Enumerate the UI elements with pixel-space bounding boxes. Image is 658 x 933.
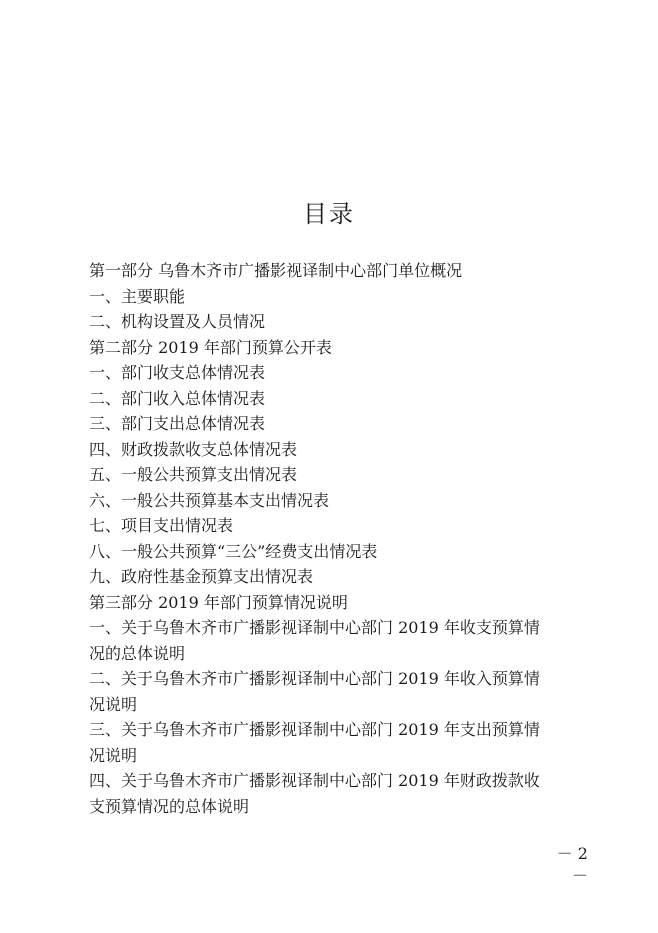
toc-item: 一、部门收支总体情况表: [89, 363, 266, 382]
toc-part-2-heading: 第二部分 2019 年部门预算公开表: [89, 337, 332, 357]
toc-item: 二、关于乌鲁木齐市广播影视译制中心部门 2019 年收入预算情: [89, 669, 540, 688]
toc-item: 四、财政拨款收支总体情况表: [89, 439, 298, 459]
toc-item: 五、一般公共预算支出情况表: [89, 465, 298, 484]
toc-item: 二、部门收入总体情况表: [89, 388, 266, 408]
table-of-contents: [89, 258, 589, 819]
toc-item-continuation: 况说明: [89, 694, 138, 714]
toc-item: 三、部门支出总体情况表: [89, 414, 266, 433]
toc-item-continuation: 支预算情况的总体说明: [89, 796, 250, 816]
toc-item-continuation: 况的总体说明: [89, 643, 186, 663]
page-number: － 2 －: [556, 844, 588, 885]
toc-item: 四、关于乌鲁木齐市广播影视译制中心部门 2019 年财政拨款收: [89, 771, 540, 790]
toc-item: 一、关于乌鲁木齐市广播影视译制中心部门 2019 年收支预算情: [89, 618, 540, 637]
toc-item: 二、机构设置及人员情况: [89, 312, 266, 331]
toc-item: 三、关于乌鲁木齐市广播影视译制中心部门 2019 年支出预算情: [89, 720, 540, 739]
toc-item-continuation: 况说明: [89, 745, 138, 765]
toc-part-3-heading: 第三部分 2019 年部门预算情况说明: [89, 592, 348, 612]
toc-item: 七、项目支出情况表: [89, 516, 234, 535]
toc-item: 一、主要职能: [89, 286, 186, 306]
toc-item: 九、政府性基金预算支出情况表: [89, 567, 314, 586]
page-title: 目录: [303, 200, 355, 228]
toc-item: 六、一般公共预算基本支出情况表: [89, 490, 330, 510]
toc-part-1-heading: 第一部分 乌鲁木齐市广播影视译制中心部门单位概况: [89, 261, 463, 280]
toc-item: 八、一般公共预算“三公”经费支出情况表: [89, 541, 378, 561]
